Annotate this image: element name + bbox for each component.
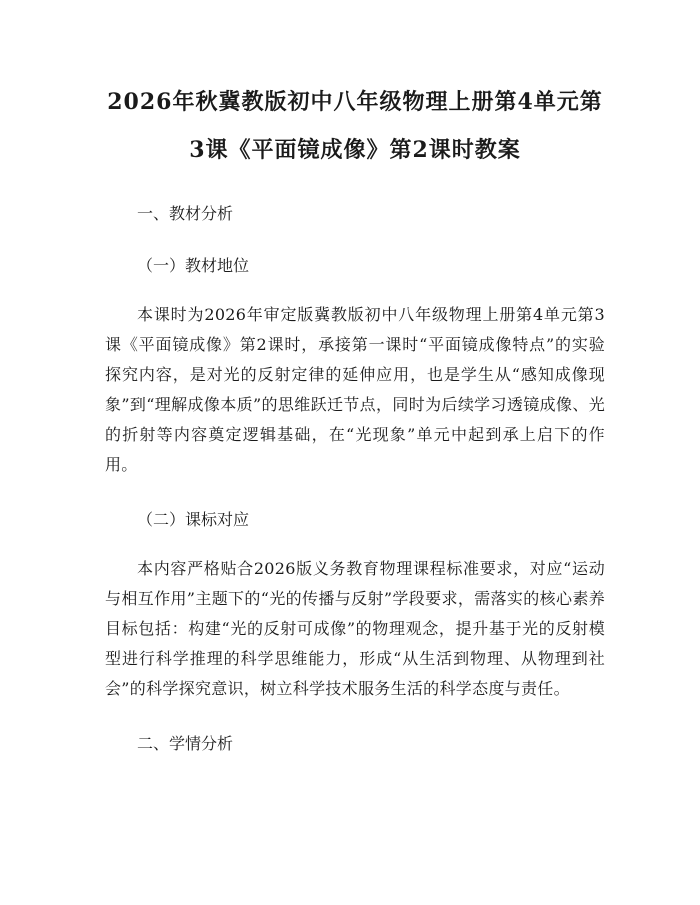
paragraph-textbook-position: 本课时为2026年审定版冀教版初中八年级物理上册第4单元第3课《平面镜成像》第2课时，承接第一课时“平面镜成像特点”的实验探究内容，是对光的反射定律的延伸应用，也是学生从“感知成像现象”到“理解成像本质”的思维跃迁节点，同时为后续学习透镜成像、光的折射等内容奠定逻辑基础，在“光现象”单元中起到承上启下的作用。 [105,305,605,474]
document-title: 2026年秋冀教版初中八年级物理上册第4单元第3课《平面镜成像》第2课时教案 [107,89,603,163]
section-heading-learner-analysis: 二、学情分析 [137,734,234,753]
subsection-heading-curriculum-standard: （二）课标对应 [137,510,250,529]
subsection-heading-textbook-position: （一）教材地位 [137,256,250,275]
section-heading-textbook-analysis: 一、教材分析 [137,204,234,223]
paragraph-curriculum-standard: 本内容严格贴合2026版义务教育物理课程标准要求，对应“运动与相互作用”主题下的“光的传播与反射”学段要求，需落实的核心素养目标包括：构建“光的反射可成像”的物理观念，提升基于光的反射模型进行科学推理的科学思维能力，形成“从生活到物理、从物理到社会”的科学探究意识，树立科学技术服务生活的科学态度与责任。 [105,559,605,698]
